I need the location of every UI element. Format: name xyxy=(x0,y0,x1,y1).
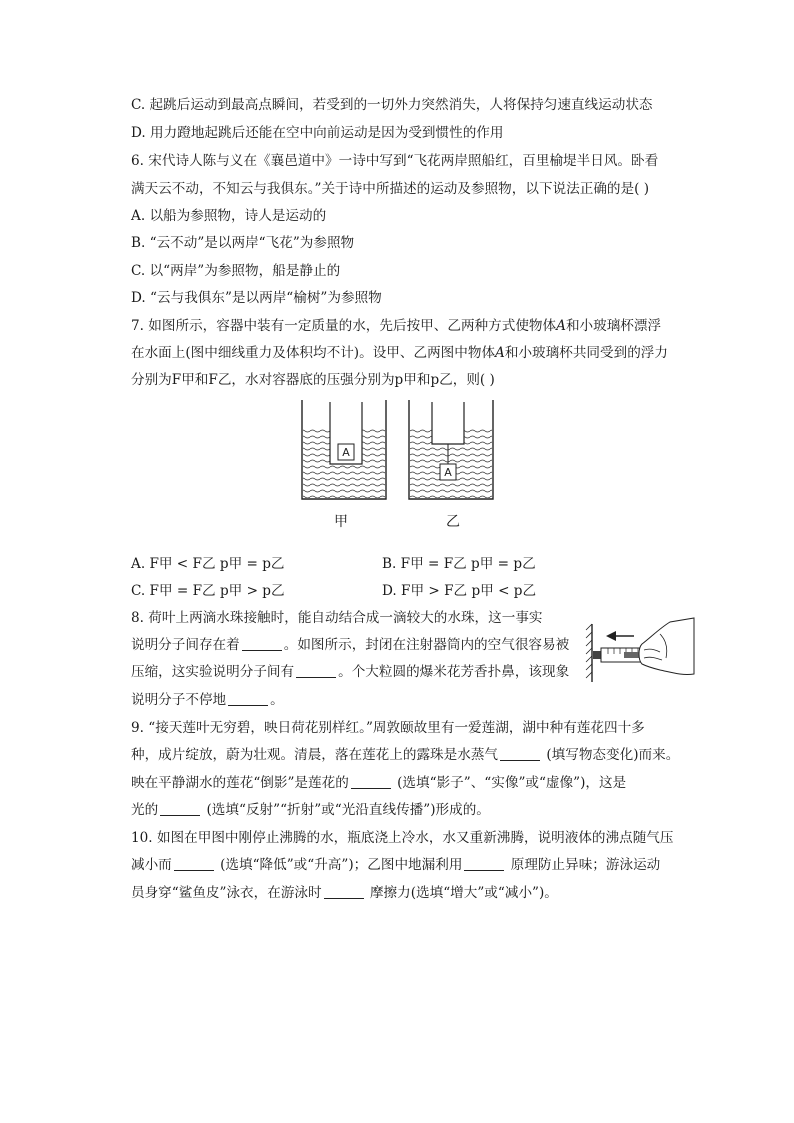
q9-stem-line1: 9. “接天莲叶无穷碧，映日荷花别样红。”周敦颐故里有一爱莲湖，湖中种有莲花四十多 xyxy=(131,720,645,736)
q8-text: 。个大粒圆的爆米花芳香扑鼻，该现象 xyxy=(338,664,570,680)
q9-text: 种，成片绽放，蔚为壮观。清晨，落在莲花上的露珠是水蒸气 xyxy=(131,747,499,763)
q7-option-a: A. F甲 < F乙 p甲 = p乙 xyxy=(131,556,285,572)
q10-text: (选填“降低”或“升高”)；乙图中地漏利用 xyxy=(215,857,463,873)
answer-blank[interactable] xyxy=(228,691,268,706)
q10-text: 摩擦力(选填“增大”或“减小”)。 xyxy=(365,885,558,901)
q7-object-label: A xyxy=(556,318,566,334)
q8-stem-line1: 8. 荷叶上两滴水珠接触时，能自动结合成一滴较大的水珠，这一事实 xyxy=(131,610,543,626)
q7-stem-line2 xyxy=(131,343,668,363)
q5-option-d: D. 用力蹬地起跳后还能在空中向前运动是因为受到惯性的作用 xyxy=(131,125,504,141)
q6-option-b: B. “云不动”是以两岸“飞花”为参照物 xyxy=(131,235,355,251)
q10-text: 减小而 xyxy=(131,857,172,873)
q7-figure xyxy=(290,398,500,506)
q9-text: (选填“反射”“折射”或“光沿直线传播”)形成的。 xyxy=(202,802,490,818)
answer-blank[interactable] xyxy=(500,746,540,761)
q9-stem-line3 xyxy=(131,773,626,793)
q7-option-d: D. F甲 > F乙 p甲 < p乙 xyxy=(382,583,537,599)
q6-option-d: D. “云与我俱东”是以两岸“榆树”为参照物 xyxy=(131,290,382,306)
fig-label-yi: 乙 xyxy=(446,514,460,530)
q6-option-c: C. 以“两岸”为参照物，船是静止的 xyxy=(131,263,341,279)
q9-stem-line4 xyxy=(131,800,490,820)
q10-stem-line3 xyxy=(131,883,558,903)
q7-text: 在水面上(图中细线重力及体积均不计)。设甲、乙两图中物体 xyxy=(131,345,496,361)
container-yi xyxy=(409,400,493,499)
q8-stem-line4 xyxy=(131,690,284,710)
q10-stem-line2 xyxy=(131,855,660,875)
q6-stem-line2: 满天云不动，不知云与我俱东。”关于诗中所描述的运动及参照物，以下说法正确的是( ) xyxy=(131,181,650,197)
answer-blank[interactable] xyxy=(324,884,364,899)
syringe-figure xyxy=(584,614,696,686)
q8-stem-line2 xyxy=(131,635,569,655)
answer-blank[interactable] xyxy=(351,774,391,789)
q9-text: (填写物态变化)而来。 xyxy=(542,747,680,763)
q7-option-b: B. F甲 = F乙 p甲 = p乙 xyxy=(382,556,536,572)
q10-stem-line1: 10. 如图在甲图中刚停止沸腾的水，瓶底浇上冷水，水又重新沸腾，说明液体的沸点随气压 xyxy=(131,830,674,846)
answer-blank[interactable] xyxy=(464,856,504,871)
q7-stem-line1 xyxy=(131,316,661,336)
q7-stem-line3: 分别为F甲和F乙，水对容器底的压强分别为p甲和p乙，则( ) xyxy=(131,372,495,388)
q10-text: 员身穿“鲨鱼皮”泳衣，在游泳时 xyxy=(131,885,322,901)
q7-object-label: A xyxy=(495,345,505,361)
q9-stem-line2 xyxy=(131,745,679,765)
answer-blank[interactable] xyxy=(174,856,214,871)
q8-text: 说明分子不停地 xyxy=(131,692,227,708)
q5-option-c: C. 起跳后运动到最高点瞬间，若受到的一切外力突然消失，人将保持匀速直线运动状态 xyxy=(131,97,653,113)
q8-text: 。 xyxy=(270,692,284,708)
q9-text: 映在平静湖水的莲花“倒影”是莲花的 xyxy=(131,775,349,791)
answer-blank[interactable] xyxy=(160,801,200,816)
q10-text: 原理防止异味；游泳运动 xyxy=(506,857,661,873)
q7-text: 7. 如图所示，容器中装有一定质量的水，先后按甲、乙两种方式使物体 xyxy=(131,318,557,334)
q6-stem-line1: 6. 宋代诗人陈与义在《襄邑道中》一诗中写到“飞花两岸照船红，百里榆堤半日风。卧看 xyxy=(131,153,659,169)
answer-blank[interactable] xyxy=(296,663,336,678)
container-jia xyxy=(302,400,386,499)
q9-text: 光的 xyxy=(131,802,159,818)
q8-text: 压缩，这实验说明分子间有 xyxy=(131,664,295,680)
answer-blank[interactable] xyxy=(242,636,282,651)
q8-text: 。如图所示，封闭在注射器筒内的空气很容易被 xyxy=(283,637,570,653)
q8-stem-line3 xyxy=(131,662,569,682)
q9-text: (选填“影子”、“实像”或“虚像”)，这是 xyxy=(392,775,627,791)
object-a-label: A xyxy=(342,446,350,459)
q7-text: 和小玻璃杯漂浮 xyxy=(565,318,662,334)
q8-text: 说明分子间存在着 xyxy=(131,637,240,653)
q7-text: 和小玻璃杯共同受到的浮力 xyxy=(504,345,668,361)
object-a-label: A xyxy=(444,466,452,479)
q7-option-c: C. F甲 = F乙 p甲 > p乙 xyxy=(131,583,285,599)
q6-option-a: A. 以船为参照物，诗人是运动的 xyxy=(131,208,327,224)
fig-label-jia: 甲 xyxy=(334,514,348,530)
